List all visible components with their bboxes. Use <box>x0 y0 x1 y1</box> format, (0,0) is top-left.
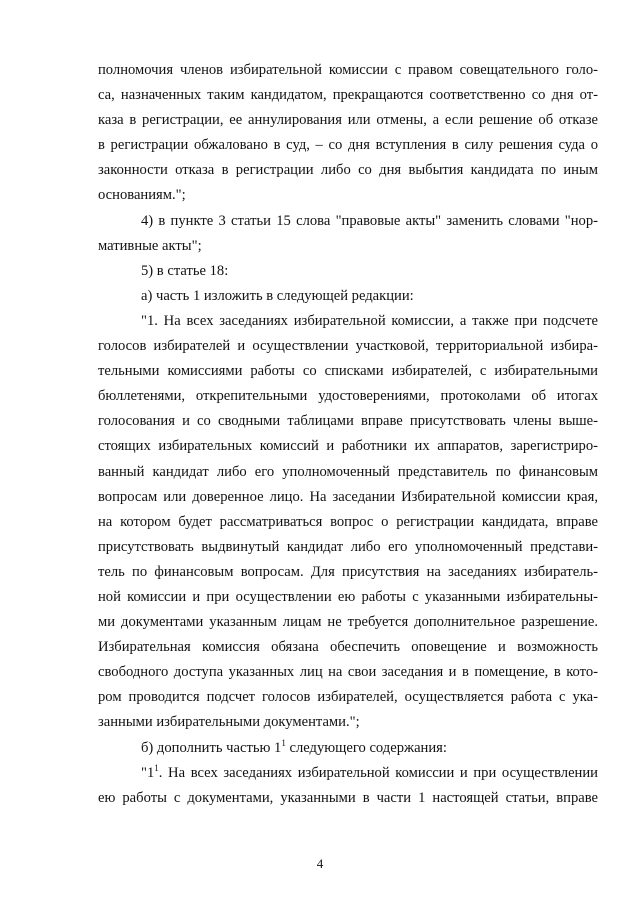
text-line: бюллетенями, открепительными удостоверениями, протоколами об итогах <box>98 388 598 405</box>
text-line: стоящих избирательных комиссий и работники их аппаратов, зарегистриро- <box>98 438 598 455</box>
text-line: ею работы с документами, указанными в части 1 настоящей статьи, вправе <box>98 789 598 806</box>
text-line: Избирательная комиссия обязана обеспечить оповещение и возможность <box>98 639 598 656</box>
text-run: следующего содержания: <box>285 739 447 756</box>
text-line: 5) в статье 18: <box>141 262 229 279</box>
text-line: присутствовать выдвинутый кандидат либо его уполномоченный представи- <box>98 538 598 555</box>
text-line: ми документами указанным лицам не требуется дополнительное разрешение. <box>98 614 598 631</box>
text-line-amendment-b <box>98 736 598 761</box>
text-line: тельными комиссиями работы со списками избирателей, с избирательными <box>98 363 598 380</box>
text-line: а) часть 1 изложить в следующей редакции: <box>141 287 414 304</box>
page-number: 4 <box>316 856 324 871</box>
body-text <box>98 58 598 811</box>
text-line: голосования и со сводными таблицами вправе присутствовать члены выше- <box>98 413 598 430</box>
text-line: тель по финансовым вопросам. Для присутствия на заседаниях избиратель- <box>98 563 598 580</box>
text-line: ром проводится подсчет голосов избирателей, осуществляется работа с ука- <box>98 689 598 706</box>
text-run: "1 <box>141 764 155 781</box>
text-line-part-1-1 <box>98 761 598 786</box>
text-line: каза в регистрации, ее аннулирования или отмены, а если решение об отказе <box>98 112 598 129</box>
text-line: в регистрации обжаловано в суд, – со дня вступления в силу решения суда о <box>98 137 598 154</box>
text-line: мативные акты"; <box>98 237 202 254</box>
text-line: вопросам или доверенное лицо. На заседании Избирательной комиссии края, <box>98 488 598 505</box>
superscript: 1 <box>281 737 286 748</box>
text-line: законности отказа в регистрации либо со дня выбытия кандидата по иным <box>98 162 598 179</box>
text-line: "1. На всех заседаниях избирательной комиссии, а также при подсчете <box>141 312 598 329</box>
text-line: 4) в пункте 3 статьи 15 слова "правовые акты" заменить словами "нор- <box>141 212 598 229</box>
superscript: 1 <box>154 762 159 773</box>
text-run: . На всех заседаниях избирательной комиссии и при осуществлении <box>158 764 598 781</box>
text-line: свободного доступа указанных лиц на свои заседания и в помещение, в кото- <box>98 664 598 681</box>
text-line: ванный кандидат либо его уполномоченный представитель по финансовым <box>98 463 598 480</box>
text-run: б) дополнить частью 1 <box>141 739 282 756</box>
text-line: основаниям."; <box>98 187 186 204</box>
text-line: са, назначенных таким кандидатом, прекращаются соответственно со дня от- <box>98 87 598 104</box>
text-line: на котором будет рассматриваться вопрос о регистрации кандидата, вправе <box>98 513 598 530</box>
text-line: ной комиссии и при осуществлении ею работы с указанными избирательны- <box>98 588 598 605</box>
text-line: полномочия членов избирательной комиссии с правом совещательного голо- <box>98 62 598 78</box>
text-line: голосов избирателей и осуществлении участковой, территориальной избира- <box>98 338 598 355</box>
text-line: занными избирательными документами."; <box>98 714 360 731</box>
